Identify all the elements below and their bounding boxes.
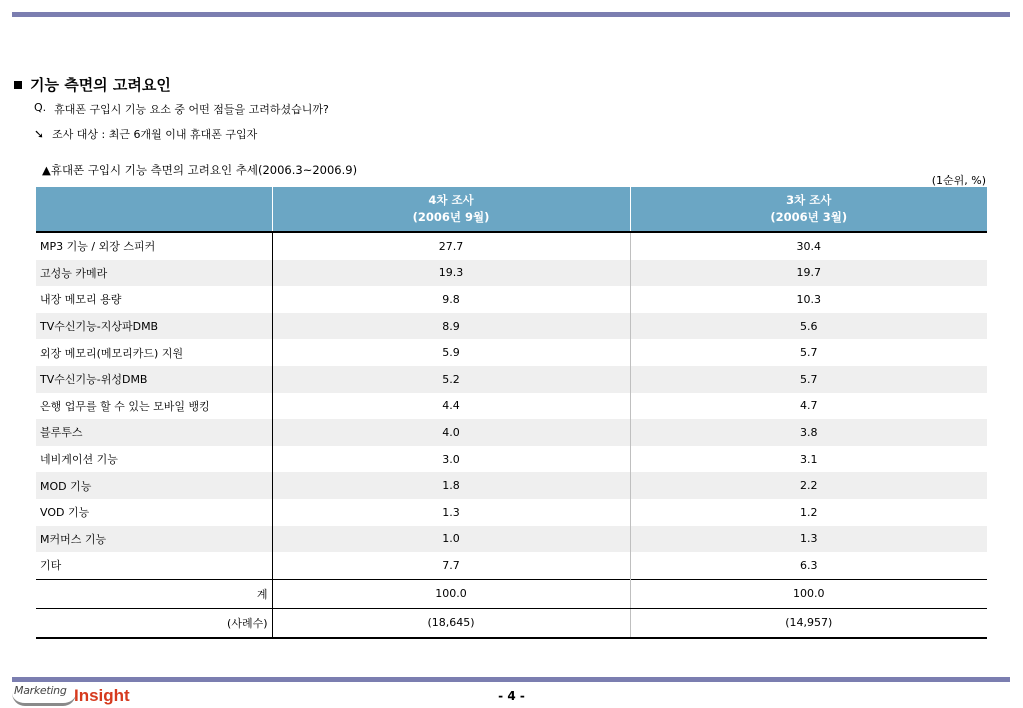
square-bullet-icon [14, 81, 22, 89]
value-4th: 4.4 [442, 399, 460, 413]
value-4th: 1.0 [272, 526, 630, 553]
table-row [36, 526, 987, 553]
value-3rd: 5.7 [630, 339, 987, 366]
question-text: 휴대폰 구입시 기능 요소 중 어떤 점들을 고려하셨습니까? [54, 103, 329, 116]
table-row [36, 472, 987, 499]
cases-row [36, 608, 987, 638]
row-label: 고성능 카메라 [36, 260, 272, 287]
table-row [36, 339, 987, 366]
row-label: 기타 [36, 552, 272, 579]
row-label: M커머스 기능 [36, 526, 272, 553]
row-label: VOD 기능 [36, 499, 272, 526]
value-4th: 5.9 [442, 346, 460, 360]
value-3rd: 30.4 [630, 232, 987, 260]
value-4th: 9.8 [442, 292, 460, 306]
row-label: MP3 기능 / 외장 스피커 [36, 232, 272, 260]
header-4th-date: (2006년 9월) [412, 210, 490, 224]
table-caption: ▲휴대폰 구입시 기능 측면의 고려요인 추세(2006.3~2006.9) [42, 163, 358, 177]
table-row [36, 419, 987, 446]
table-row [36, 232, 987, 260]
header-3rd-title: 3차 조사 [786, 193, 832, 207]
cases-4th: (18,645) [272, 608, 630, 638]
value-4th: 8.9 [272, 313, 630, 340]
header-4th-survey [272, 187, 630, 232]
table-row [36, 552, 987, 579]
value-4th: 3.0 [442, 452, 460, 466]
value-4th: 4.0 [272, 419, 630, 446]
header-label-cell [36, 187, 272, 232]
question-prefix: Q. [34, 101, 47, 114]
row-label: 은행 업무를 할 수 있는 모바일 뱅킹 [36, 393, 272, 420]
header-3rd-survey [630, 187, 987, 232]
section-title-text: 기능 측면의 고려요인 [30, 76, 171, 94]
row-label: 네비게이션 기능 [36, 446, 272, 473]
value-3rd: 5.7 [630, 366, 987, 393]
value-4th: 1.8 [272, 472, 630, 499]
value-3rd: 1.3 [630, 526, 987, 553]
value-3rd: 2.2 [630, 472, 987, 499]
value-3rd: 10.3 [630, 286, 987, 313]
bottom-rule [12, 677, 1010, 682]
value-3rd: 3.1 [630, 446, 987, 473]
table-row [36, 393, 987, 420]
value-3rd: 1.2 [630, 499, 987, 526]
value-4th: 7.7 [442, 558, 460, 572]
value-3rd: 3.8 [630, 419, 987, 446]
total-4th: 100.0 [272, 579, 630, 608]
cases-label: (사례수) [36, 608, 272, 638]
value-3rd: 5.6 [630, 313, 987, 340]
marketing-insight-logo: Marketing Insight [14, 684, 130, 705]
row-label: MOD 기능 [36, 472, 272, 499]
row-label: TV수신기능-위성DMB [36, 366, 272, 393]
value-4th: 27.7 [438, 239, 464, 253]
value-4th: 19.3 [272, 260, 630, 287]
table-row [36, 366, 987, 393]
value-4th: 1.3 [442, 505, 460, 519]
value-4th: 5.2 [272, 366, 630, 393]
header-4th-title: 4차 조사 [428, 193, 474, 207]
header-3rd-date: (2006년 3월) [770, 210, 848, 224]
value-3rd: 19.7 [630, 260, 987, 287]
total-3rd: 100.0 [630, 579, 987, 608]
table-row [36, 313, 987, 340]
row-label: TV수신기능-지상파DMB [36, 313, 272, 340]
total-row [36, 579, 987, 608]
survey-target [34, 126, 257, 142]
top-rule [12, 12, 1010, 17]
factor-table [36, 187, 987, 639]
value-3rd: 4.7 [630, 393, 987, 420]
table-header-row [36, 187, 987, 232]
row-label: 블루투스 [36, 419, 272, 446]
table-row [36, 260, 987, 287]
cases-3rd: (14,957) [630, 608, 987, 638]
table-row [36, 286, 987, 313]
row-label: 외장 메모리(메모리카드) 지원 [36, 339, 272, 366]
row-label: 내장 메모리 용량 [36, 286, 272, 313]
value-3rd: 6.3 [630, 552, 987, 579]
page-number: - 4 - [498, 689, 525, 703]
total-label: 계 [36, 579, 272, 608]
target-text: 조사 대상 : 최근 6개월 이내 휴대폰 구입자 [52, 128, 258, 141]
table-row [36, 499, 987, 526]
table-row [36, 446, 987, 473]
section-title [14, 74, 171, 95]
arrow-bullet-icon: ➘ [34, 127, 45, 141]
table-unit: (1순위, %) [931, 174, 986, 187]
survey-question [34, 101, 329, 117]
